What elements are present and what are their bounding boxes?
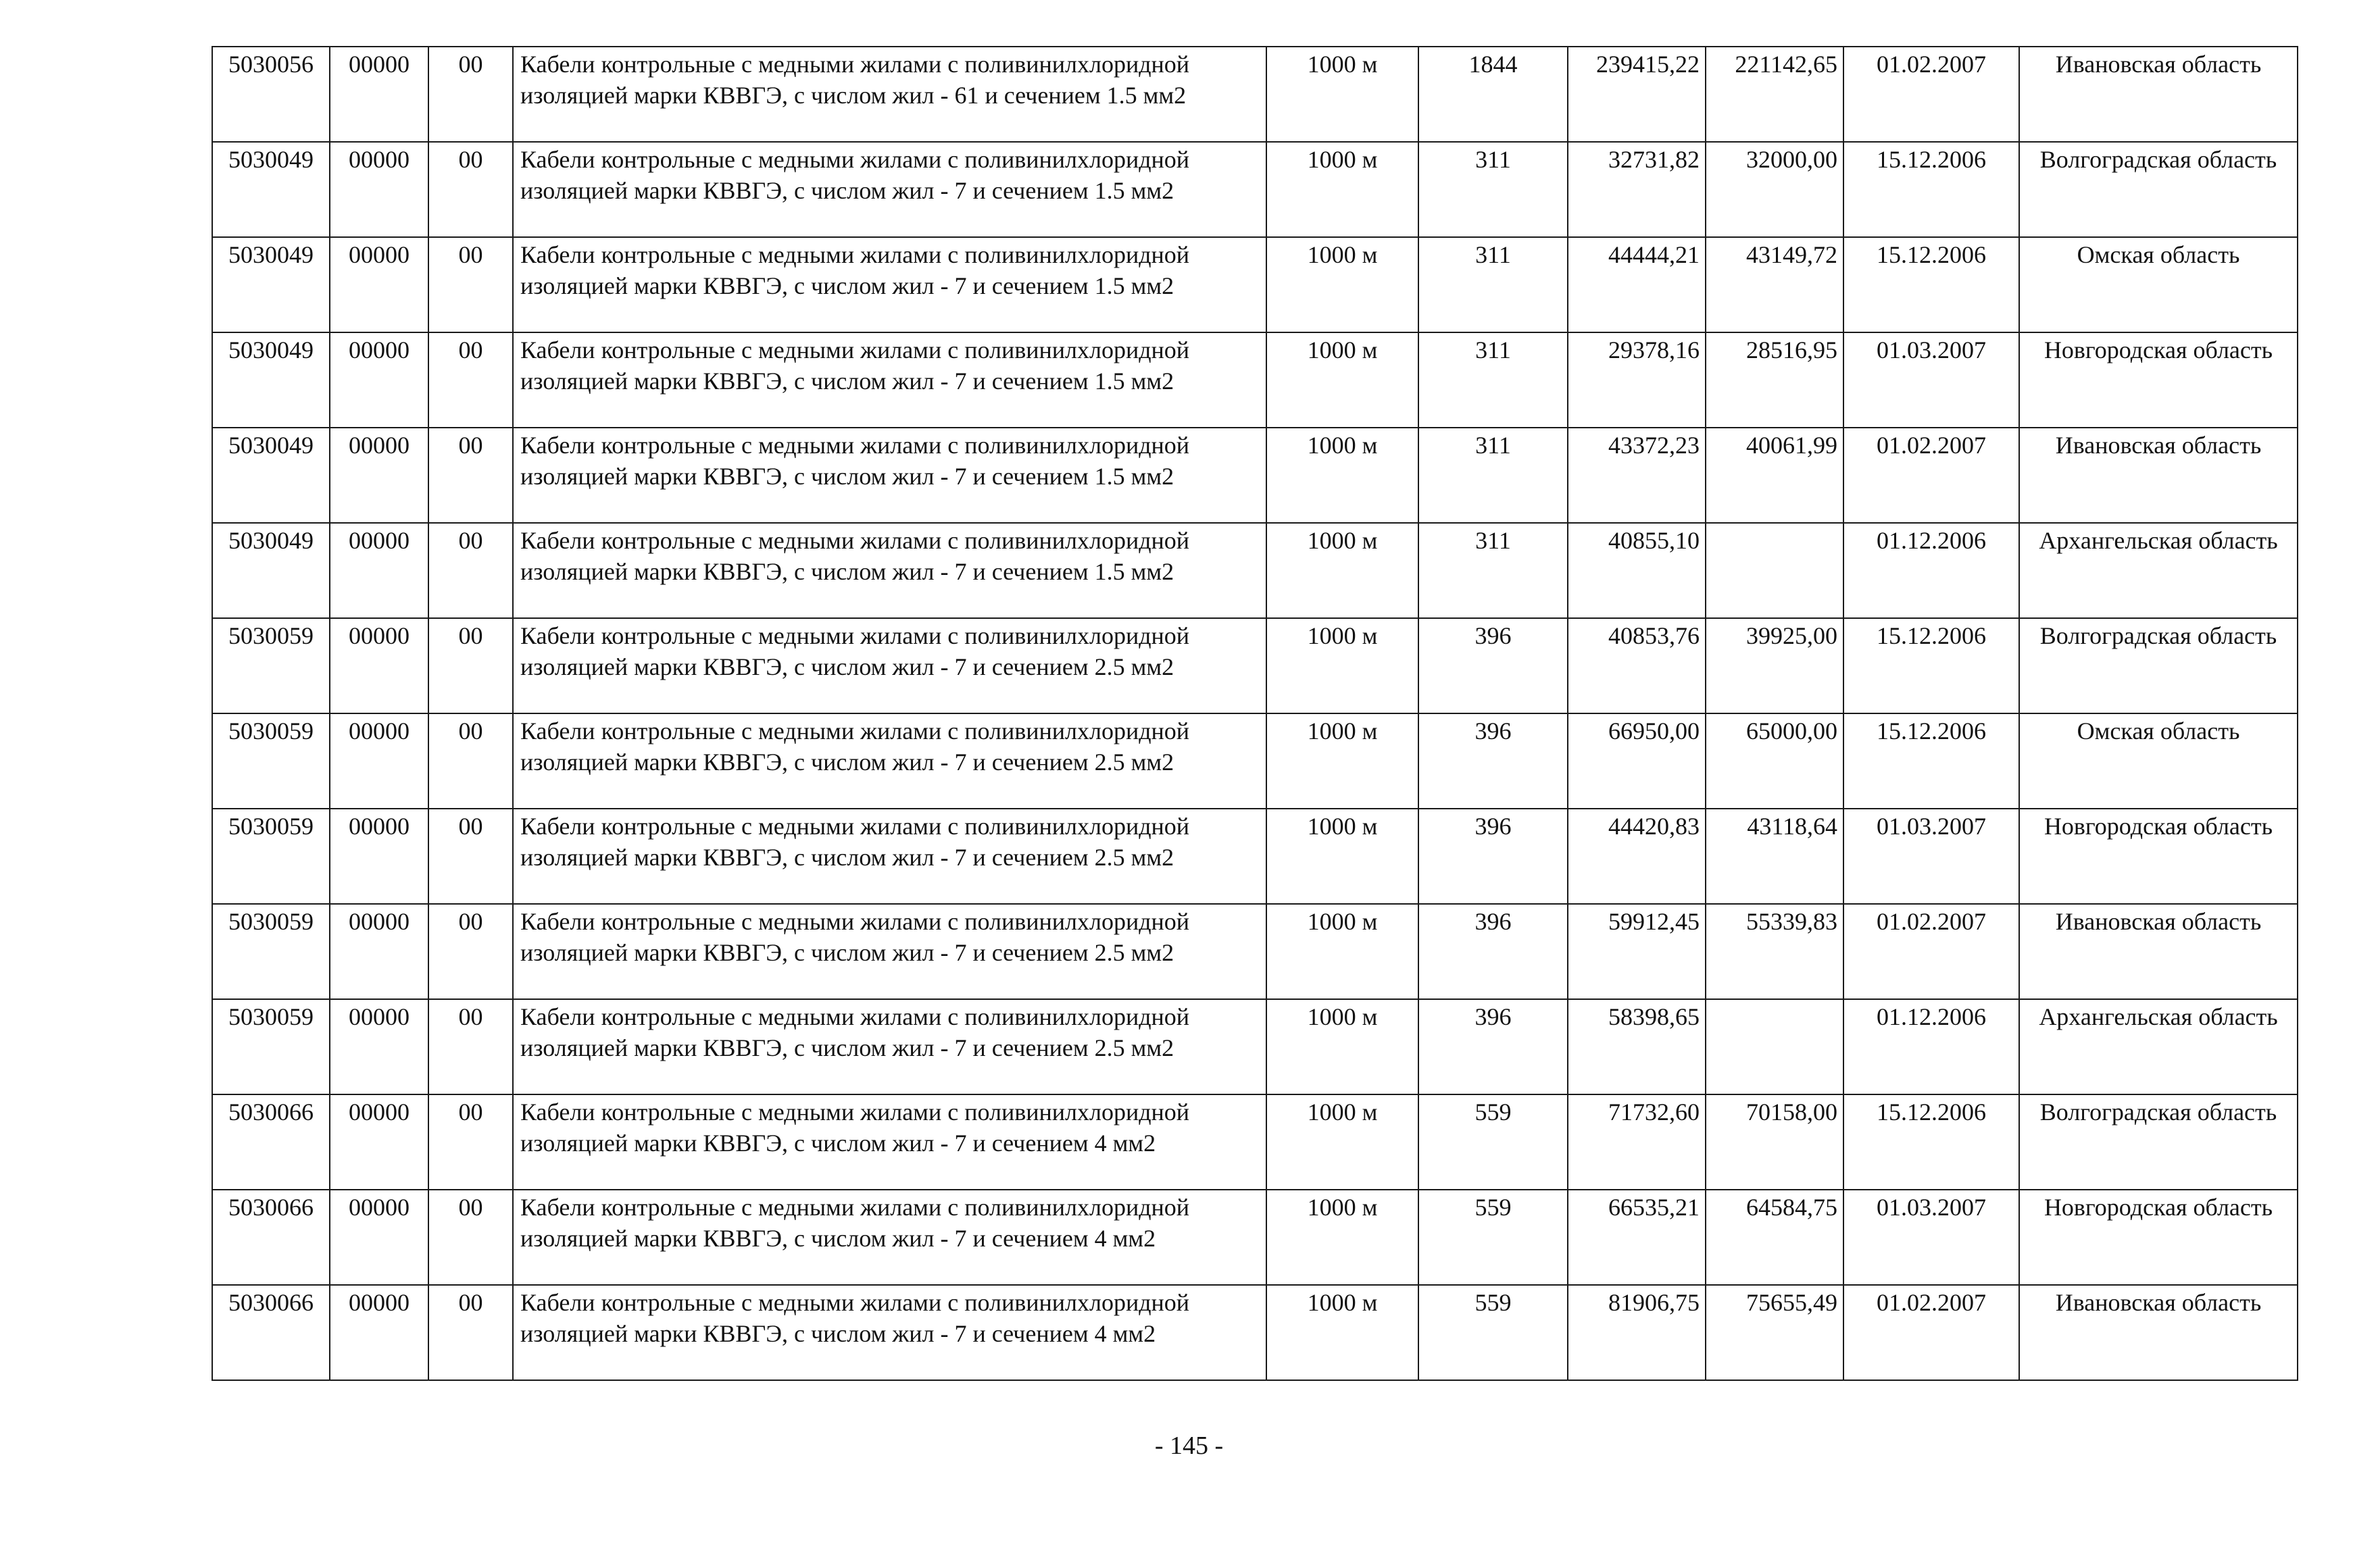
table-row	[212, 47, 2298, 142]
price-cell: 40855,10	[1568, 523, 1706, 618]
extension-cell: 00	[428, 47, 513, 142]
description-cell: Кабели контрольные с медными жилами с поливинилхлоридной изоляцией марки КВВГЭ, с числом жил - 7 и сечением 1.5 мм2	[513, 237, 1266, 332]
region-cell: Волгоградская область	[2019, 1094, 2298, 1190]
region-cell: Ивановская область	[2019, 428, 2298, 523]
price-cell: 66950,00	[1568, 713, 1706, 809]
price-without-tax-cell: 70158,00	[1706, 1094, 1843, 1190]
table-row	[212, 1094, 2298, 1190]
subcode-cell: 00000	[330, 142, 428, 237]
unit-cell: 1000 м	[1266, 904, 1418, 999]
quantity-cell: 396	[1418, 713, 1568, 809]
region-cell: Архангельская область	[2019, 523, 2298, 618]
extension-cell: 00	[428, 523, 513, 618]
date-cell: 15.12.2006	[1843, 237, 2019, 332]
unit-cell: 1000 м	[1266, 237, 1418, 332]
table-row	[212, 332, 2298, 428]
description-cell: Кабели контрольные с медными жилами с поливинилхлоридной изоляцией марки КВВГЭ, с числом жил - 7 и сечением 2.5 мм2	[513, 809, 1266, 904]
price-without-tax-cell: 43149,72	[1706, 237, 1843, 332]
subcode-cell: 00000	[330, 523, 428, 618]
table-row	[212, 809, 2298, 904]
quantity-cell: 1844	[1418, 47, 1568, 142]
date-cell: 01.02.2007	[1843, 904, 2019, 999]
subcode-cell: 00000	[330, 428, 428, 523]
date-cell: 15.12.2006	[1843, 1094, 2019, 1190]
quantity-cell: 559	[1418, 1190, 1568, 1285]
item-code-cell: 5030049	[212, 237, 330, 332]
price-without-tax-cell: 28516,95	[1706, 332, 1843, 428]
table-row	[212, 237, 2298, 332]
price-table-body	[212, 47, 2298, 1380]
date-cell: 01.02.2007	[1843, 1285, 2019, 1380]
price-table	[212, 46, 2298, 1381]
date-cell: 01.02.2007	[1843, 47, 2019, 142]
date-cell: 01.02.2007	[1843, 428, 2019, 523]
item-code-cell: 5030059	[212, 713, 330, 809]
description-cell: Кабели контрольные с медными жилами с поливинилхлоридной изоляцией марки КВВГЭ, с числом жил - 7 и сечением 2.5 мм2	[513, 618, 1266, 713]
unit-cell: 1000 м	[1266, 47, 1418, 142]
extension-cell: 00	[428, 1190, 513, 1285]
price-without-tax-cell: 32000,00	[1706, 142, 1843, 237]
quantity-cell: 396	[1418, 618, 1568, 713]
region-cell: Омская область	[2019, 713, 2298, 809]
item-code-cell: 5030049	[212, 142, 330, 237]
price-without-tax-cell: 221142,65	[1706, 47, 1843, 142]
description-cell: Кабели контрольные с медными жилами с поливинилхлоридной изоляцией марки КВВГЭ, с числом жил - 61 и сечением 1.5 мм2	[513, 47, 1266, 142]
date-cell: 01.12.2006	[1843, 523, 2019, 618]
region-cell: Ивановская область	[2019, 904, 2298, 999]
price-without-tax-cell: 55339,83	[1706, 904, 1843, 999]
price-cell: 32731,82	[1568, 142, 1706, 237]
date-cell: 15.12.2006	[1843, 713, 2019, 809]
quantity-cell: 311	[1418, 142, 1568, 237]
region-cell: Ивановская область	[2019, 1285, 2298, 1380]
price-cell: 44420,83	[1568, 809, 1706, 904]
item-code-cell: 5030049	[212, 523, 330, 618]
price-cell: 58398,65	[1568, 999, 1706, 1094]
subcode-cell: 00000	[330, 713, 428, 809]
price-cell: 66535,21	[1568, 1190, 1706, 1285]
region-cell: Архангельская область	[2019, 999, 2298, 1094]
unit-cell: 1000 м	[1266, 809, 1418, 904]
price-without-tax-cell: 39925,00	[1706, 618, 1843, 713]
price-without-tax-cell: 43118,64	[1706, 809, 1843, 904]
extension-cell: 00	[428, 904, 513, 999]
subcode-cell: 00000	[330, 1190, 428, 1285]
extension-cell: 00	[428, 713, 513, 809]
date-cell: 15.12.2006	[1843, 142, 2019, 237]
item-code-cell: 5030066	[212, 1285, 330, 1380]
unit-cell: 1000 м	[1266, 1190, 1418, 1285]
subcode-cell: 00000	[330, 809, 428, 904]
unit-cell: 1000 м	[1266, 332, 1418, 428]
extension-cell: 00	[428, 1094, 513, 1190]
unit-cell: 1000 м	[1266, 713, 1418, 809]
region-cell: Волгоградская область	[2019, 142, 2298, 237]
quantity-cell: 311	[1418, 237, 1568, 332]
price-cell: 81906,75	[1568, 1285, 1706, 1380]
description-cell: Кабели контрольные с медными жилами с поливинилхлоридной изоляцией марки КВВГЭ, с числом жил - 7 и сечением 1.5 мм2	[513, 142, 1266, 237]
price-cell: 59912,45	[1568, 904, 1706, 999]
extension-cell: 00	[428, 1285, 513, 1380]
item-code-cell: 5030049	[212, 332, 330, 428]
quantity-cell: 396	[1418, 904, 1568, 999]
extension-cell: 00	[428, 999, 513, 1094]
region-cell: Ивановская область	[2019, 47, 2298, 142]
price-without-tax-cell: 40061,99	[1706, 428, 1843, 523]
date-cell: 15.12.2006	[1843, 618, 2019, 713]
table-row	[212, 428, 2298, 523]
table-row	[212, 1190, 2298, 1285]
region-cell: Новгородская область	[2019, 809, 2298, 904]
subcode-cell: 00000	[330, 1285, 428, 1380]
price-cell: 239415,22	[1568, 47, 1706, 142]
subcode-cell: 00000	[330, 332, 428, 428]
price-cell: 44444,21	[1568, 237, 1706, 332]
quantity-cell: 311	[1418, 428, 1568, 523]
description-cell: Кабели контрольные с медными жилами с поливинилхлоридной изоляцией марки КВВГЭ, с числом жил - 7 и сечением 1.5 мм2	[513, 332, 1266, 428]
table-row	[212, 142, 2298, 237]
table-row	[212, 1285, 2298, 1380]
price-without-tax-cell: 64584,75	[1706, 1190, 1843, 1285]
price-cell: 40853,76	[1568, 618, 1706, 713]
quantity-cell: 559	[1418, 1094, 1568, 1190]
price-without-tax-cell: 65000,00	[1706, 713, 1843, 809]
price-cell: 29378,16	[1568, 332, 1706, 428]
table-row	[212, 999, 2298, 1094]
item-code-cell: 5030066	[212, 1094, 330, 1190]
item-code-cell: 5030056	[212, 47, 330, 142]
region-cell: Омская область	[2019, 237, 2298, 332]
price-without-tax-cell	[1706, 523, 1843, 618]
price-without-tax-cell: 75655,49	[1706, 1285, 1843, 1380]
unit-cell: 1000 м	[1266, 1094, 1418, 1190]
date-cell: 01.03.2007	[1843, 332, 2019, 428]
region-cell: Новгородская область	[2019, 1190, 2298, 1285]
item-code-cell: 5030059	[212, 618, 330, 713]
description-cell: Кабели контрольные с медными жилами с поливинилхлоридной изоляцией марки КВВГЭ, с числом жил - 7 и сечением 4 мм2	[513, 1094, 1266, 1190]
unit-cell: 1000 м	[1266, 142, 1418, 237]
subcode-cell: 00000	[330, 237, 428, 332]
table-row	[212, 523, 2298, 618]
price-cell: 43372,23	[1568, 428, 1706, 523]
description-cell: Кабели контрольные с медными жилами с поливинилхлоридной изоляцией марки КВВГЭ, с числом жил - 7 и сечением 4 мм2	[513, 1190, 1266, 1285]
subcode-cell: 00000	[330, 618, 428, 713]
subcode-cell: 00000	[330, 1094, 428, 1190]
unit-cell: 1000 м	[1266, 618, 1418, 713]
extension-cell: 00	[428, 809, 513, 904]
quantity-cell: 559	[1418, 1285, 1568, 1380]
description-cell: Кабели контрольные с медными жилами с поливинилхлоридной изоляцией марки КВВГЭ, с числом жил - 7 и сечением 2.5 мм2	[513, 999, 1266, 1094]
quantity-cell: 396	[1418, 999, 1568, 1094]
unit-cell: 1000 м	[1266, 428, 1418, 523]
date-cell: 01.03.2007	[1843, 1190, 2019, 1285]
item-code-cell: 5030059	[212, 809, 330, 904]
extension-cell: 00	[428, 618, 513, 713]
price-cell: 71732,60	[1568, 1094, 1706, 1190]
page-number: - 145 -	[1154, 1432, 1224, 1460]
description-cell: Кабели контрольные с медными жилами с поливинилхлоридной изоляцией марки КВВГЭ, с числом жил - 7 и сечением 4 мм2	[513, 1285, 1266, 1380]
price-without-tax-cell	[1706, 999, 1843, 1094]
subcode-cell: 00000	[330, 47, 428, 142]
item-code-cell: 5030059	[212, 999, 330, 1094]
item-code-cell: 5030049	[212, 428, 330, 523]
unit-cell: 1000 м	[1266, 1285, 1418, 1380]
table-row	[212, 713, 2298, 809]
quantity-cell: 311	[1418, 523, 1568, 618]
description-cell: Кабели контрольные с медными жилами с поливинилхлоридной изоляцией марки КВВГЭ, с числом жил - 7 и сечением 2.5 мм2	[513, 904, 1266, 999]
region-cell: Волгоградская область	[2019, 618, 2298, 713]
table-row	[212, 618, 2298, 713]
extension-cell: 00	[428, 332, 513, 428]
subcode-cell: 00000	[330, 999, 428, 1094]
unit-cell: 1000 м	[1266, 523, 1418, 618]
extension-cell: 00	[428, 142, 513, 237]
description-cell: Кабели контрольные с медными жилами с поливинилхлоридной изоляцией марки КВВГЭ, с числом жил - 7 и сечением 2.5 мм2	[513, 713, 1266, 809]
unit-cell: 1000 м	[1266, 999, 1418, 1094]
item-code-cell: 5030066	[212, 1190, 330, 1285]
date-cell: 01.12.2006	[1843, 999, 2019, 1094]
extension-cell: 00	[428, 237, 513, 332]
table-row	[212, 904, 2298, 999]
region-cell: Новгородская область	[2019, 332, 2298, 428]
subcode-cell: 00000	[330, 904, 428, 999]
description-cell: Кабели контрольные с медными жилами с поливинилхлоридной изоляцией марки КВВГЭ, с числом жил - 7 и сечением 1.5 мм2	[513, 523, 1266, 618]
item-code-cell: 5030059	[212, 904, 330, 999]
quantity-cell: 396	[1418, 809, 1568, 904]
extension-cell: 00	[428, 428, 513, 523]
date-cell: 01.03.2007	[1843, 809, 2019, 904]
quantity-cell: 311	[1418, 332, 1568, 428]
description-cell: Кабели контрольные с медными жилами с поливинилхлоридной изоляцией марки КВВГЭ, с числом жил - 7 и сечением 1.5 мм2	[513, 428, 1266, 523]
